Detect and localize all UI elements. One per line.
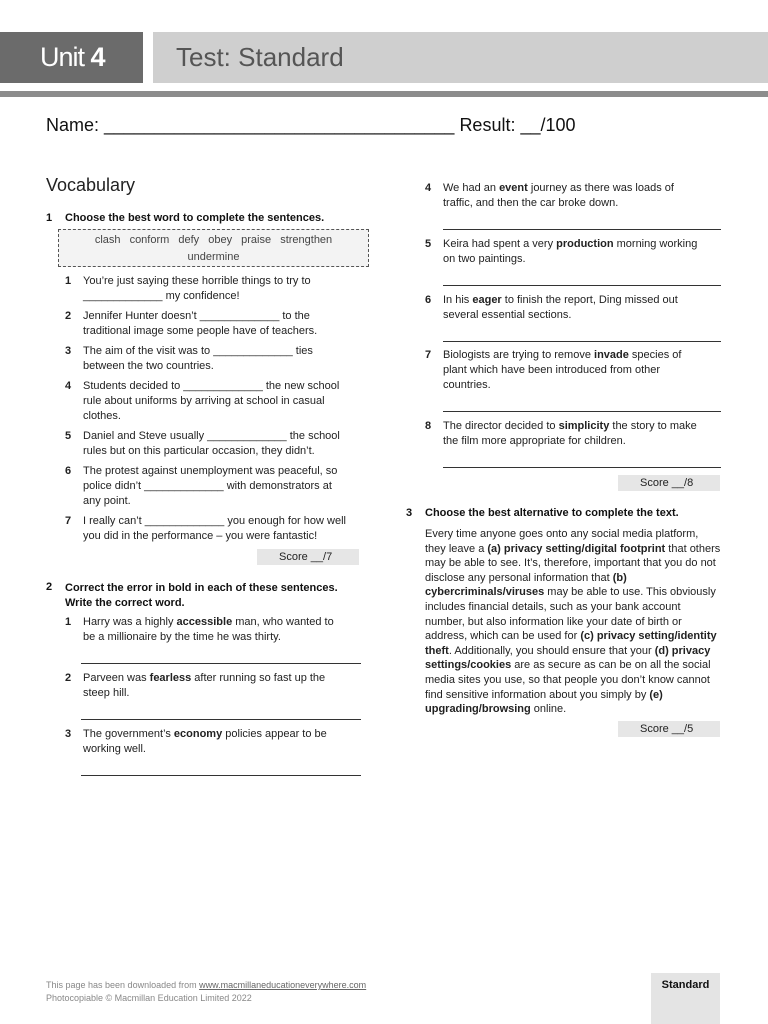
error-word: production (556, 238, 614, 250)
q1-number: 1 (46, 212, 53, 224)
q1-item (65, 514, 365, 544)
result-value: __/100 (520, 115, 576, 135)
item-text: The government’s (83, 728, 174, 740)
item-number: 8 (425, 420, 432, 432)
item-text: traditional image some people have of teachers. (83, 325, 318, 337)
item-text: In his (443, 294, 473, 306)
item-number: 3 (65, 728, 72, 740)
name-label: Name: (46, 115, 100, 135)
q2-item (65, 727, 365, 757)
text-span: that others may be able to see. It’s, therefore, important that you do not disclose any personal information that (425, 542, 721, 584)
q2-instruction-line: Write the correct word. (65, 596, 185, 609)
item-text: You’re just saying these horrible things to try to (83, 275, 311, 287)
item-text: on two paintings. (443, 253, 526, 265)
q1-item (65, 309, 365, 339)
word-clash: clash (94, 234, 121, 246)
error-word: simplicity (558, 420, 610, 432)
q2-score: Score __/8 (618, 475, 720, 491)
alternative-e1: (e) upgrading (425, 688, 663, 716)
q2-item (65, 671, 365, 701)
q1-item (65, 464, 365, 509)
item-number: 7 (65, 515, 72, 527)
item-text: be a millionaire by the time he was thirty. (83, 631, 281, 643)
word-strengthen: strengthen (280, 234, 333, 246)
q2-item (425, 293, 725, 323)
item-text: Harry was a highly (83, 616, 177, 628)
slash: / (478, 703, 482, 716)
text-span: . Additionally, you should ensure that your (448, 644, 655, 657)
word-defy: defy (178, 234, 200, 246)
footer-text: This page has been downloaded from (46, 980, 200, 990)
error-word: eager (472, 294, 502, 306)
alternative-d1: (d) privacy settings (425, 644, 711, 672)
item-text: the story to make (609, 420, 697, 432)
item-text: several essential sections. (443, 309, 572, 321)
error-word: accessible (176, 616, 233, 628)
section-title: Vocabulary (46, 175, 136, 195)
item-number: 6 (425, 294, 432, 306)
slash: / (674, 630, 678, 643)
item-text: _____________ my confidence! (83, 290, 240, 302)
item-text: rules but on this particular occasion, they didn’t. (83, 445, 315, 457)
alternative-c2: identity theft (425, 630, 717, 657)
item-number: 4 (65, 380, 72, 392)
unit-number: 4 (90, 42, 105, 72)
answer-line (443, 285, 721, 286)
copyright: Photocopiable © Macmillan Education Limited 2022 (46, 993, 252, 1003)
q2-item (425, 181, 725, 211)
q1-instruction: Choose the best word to complete the sentences. (65, 212, 325, 224)
text-span: are as secure as can be on all the social media sites you use, so that people you don’t know cannot find sensitive information about you simply by (425, 659, 711, 701)
alternative-b2: viruses (505, 586, 545, 599)
unit-label: Unit (40, 42, 85, 72)
item-text: Keira had spent a very (443, 238, 557, 250)
item-text: traffic, and then the car broke down. (443, 197, 619, 209)
item-text: to finish the report, Ding missed out (501, 294, 678, 306)
word-conform: conform (129, 234, 170, 246)
alternative-d2: cookies (470, 659, 512, 672)
item-number: 4 (425, 182, 432, 194)
item-number: 1 (65, 616, 72, 628)
item-text: species of (628, 349, 682, 361)
alternative-a1: (a) privacy setting (487, 542, 582, 555)
q2-item (425, 348, 725, 393)
item-text: I really can’t _____________ you enough for how well (83, 515, 346, 527)
item-text: The director decided to (443, 420, 559, 432)
answer-line (81, 719, 361, 720)
answer-line (443, 229, 721, 230)
unit-badge (0, 32, 143, 83)
slash: / (502, 586, 506, 599)
q2-instruction-line: Correct the error in bold in each of these sentences. (65, 582, 338, 594)
alternative-e2: browsing (481, 703, 531, 716)
error-word: event (499, 182, 528, 194)
item-text: morning working (613, 238, 698, 250)
item-text: between the two countries. (83, 360, 214, 372)
item-text: The aim of the visit was to _____________ ties (83, 345, 313, 357)
alternative-b1: (b) cybercriminals (425, 571, 627, 599)
item-number: 3 (65, 345, 72, 357)
item-text: steep hill. (83, 687, 130, 699)
text-span: online. (530, 703, 567, 716)
alternative-a2: digital footprint (584, 542, 666, 555)
q2-number: 2 (46, 581, 53, 593)
slash: / (581, 542, 585, 555)
q1-item (65, 344, 365, 374)
answer-line (443, 341, 721, 342)
word-box (58, 229, 369, 267)
q3-text (425, 527, 721, 717)
item-text: any point. (83, 495, 131, 507)
alternative-c1: (c) privacy setting (580, 630, 675, 643)
answer-line (443, 411, 721, 412)
name-result-line (46, 115, 576, 136)
item-number: 5 (425, 238, 432, 250)
item-text: Students decided to _____________ the new school (83, 380, 340, 392)
error-word: fearless (149, 672, 192, 684)
q1-item (65, 379, 365, 424)
item-text: Parveen was (83, 672, 150, 684)
level-badge: Standard (651, 973, 720, 1024)
item-text: after running so fast up the (191, 672, 326, 684)
item-text: Daniel and Steve usually _____________ the school (83, 430, 340, 442)
item-text: countries. (443, 379, 491, 391)
item-text: working well. (83, 743, 146, 755)
answer-line (81, 775, 361, 776)
item-text: policies appear to be (222, 728, 327, 740)
answer-line (443, 467, 721, 468)
item-text: The protest against unemployment was peaceful, so (83, 465, 338, 477)
header-divider (0, 91, 768, 97)
item-text: Jennifer Hunter doesn’t _____________ to the (83, 310, 310, 322)
q1-item (65, 429, 365, 459)
q3-number: 3 (406, 507, 413, 519)
text-span: may be able to use. This obviously includes financial details, such as your bank account number, but also information like your date of birth or address, which can be used for (425, 586, 716, 643)
word-undermine: undermine (187, 251, 240, 263)
word-praise: praise (241, 234, 272, 246)
item-text: the film more appropriate for children. (443, 435, 626, 447)
item-number: 2 (65, 672, 72, 684)
q2-item (425, 419, 725, 449)
item-text: police didn’t _____________ with demonstrators at (83, 480, 332, 492)
item-number: 1 (65, 275, 72, 287)
q1-score: Score __/7 (257, 549, 359, 565)
q3-instruction: Choose the best alternative to complete the text. (425, 507, 679, 519)
q3-score: Score __/5 (618, 721, 720, 737)
item-number: 2 (65, 310, 72, 322)
item-number: 7 (425, 349, 432, 361)
item-text: you did in the performance – you were fantastic! (83, 530, 318, 542)
item-text: clothes. (83, 410, 121, 422)
item-number: 6 (65, 465, 72, 477)
error-word: invade (594, 349, 629, 361)
name-blank: ___________________________________ (104, 115, 455, 135)
footer-link[interactable]: www.macmillaneducationeverywhere.com (199, 980, 367, 990)
q1-item (65, 274, 365, 304)
item-text: journey as there was loads of (527, 182, 674, 194)
item-text: We had an (443, 182, 500, 194)
q2-item (65, 615, 365, 645)
item-text: man, who wanted to (232, 616, 334, 628)
footer (46, 979, 366, 1005)
result-label: Result: (459, 115, 516, 135)
item-number: 5 (65, 430, 72, 442)
item-text: rule about uniforms by arriving at school in casual (83, 395, 325, 407)
q2-instruction (65, 581, 338, 610)
item-text: Biologists are trying to remove (443, 349, 595, 361)
error-word: economy (173, 728, 223, 740)
test-title: Test: Standard (153, 32, 768, 83)
text-span: Every time anyone goes onto any social media platform, they leave a (425, 528, 699, 555)
item-text: plant which have been introduced from other (443, 364, 661, 376)
answer-line (81, 663, 361, 664)
slash: / (467, 659, 471, 672)
word-obey: obey (208, 234, 233, 246)
q2-item (425, 237, 725, 267)
